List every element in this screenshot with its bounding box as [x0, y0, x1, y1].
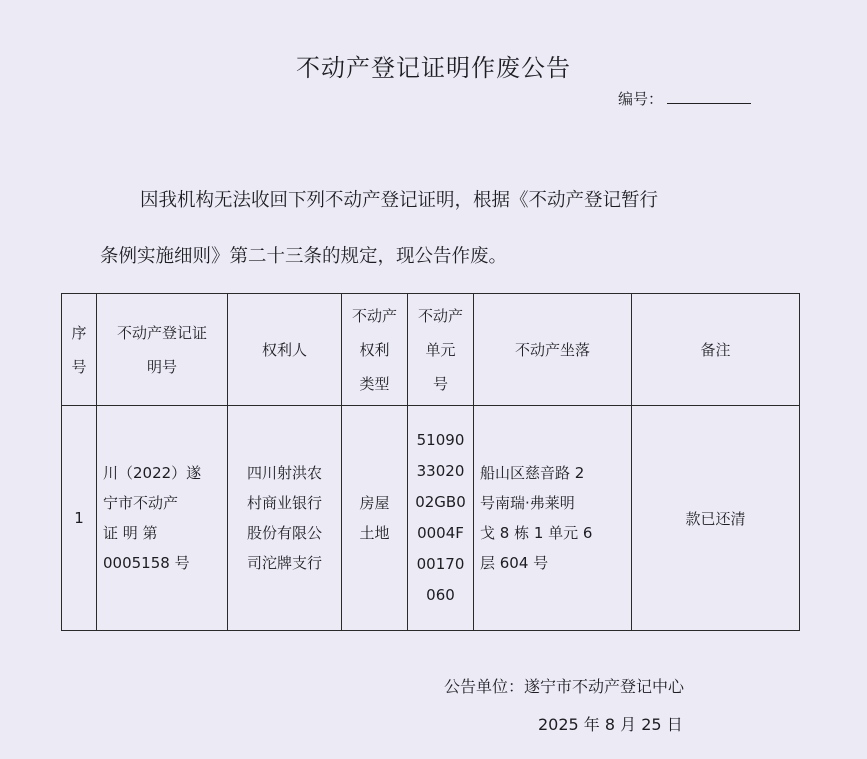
cell-location-line: 船山区慈音路 2	[480, 464, 585, 482]
notice-body-line-2: 条例实施细则》第二十三条的规定，现公告作废。	[100, 246, 508, 267]
cell-cert-no-line: 0005158 号	[103, 554, 190, 572]
header-cert-no	[97, 294, 228, 406]
cell-holder	[228, 406, 342, 631]
header-unit-no-line: 不动产	[417, 306, 463, 325]
cell-location	[474, 406, 632, 631]
table-header-row	[62, 294, 800, 406]
issuing-organization: 公告单位：遂宁市不动产登记中心	[444, 677, 685, 696]
header-unit-no	[408, 294, 474, 406]
header-unit-no-line: 单元	[425, 340, 456, 359]
notice-body	[100, 173, 790, 285]
header-unit-no-line: 号	[432, 374, 448, 393]
cell-seq: 1	[62, 406, 97, 631]
cell-holder-line: 四川射洪农	[246, 464, 322, 482]
header-seq-line: 序	[71, 323, 87, 342]
cell-holder-line: 司沱牌支行	[246, 554, 322, 572]
header-holder: 权利人	[228, 294, 342, 406]
header-seq-line: 号	[71, 357, 87, 376]
cell-location-line: 层 604 号	[480, 554, 549, 572]
voided-certificates-table	[61, 293, 800, 631]
cell-unit-no-line: 00170	[416, 555, 465, 573]
header-seq	[62, 294, 97, 406]
cell-cert-no-line: 证 明 第	[103, 524, 158, 542]
serial-number	[618, 88, 751, 109]
cell-cert-no-line: 宁市不动产	[103, 494, 179, 512]
cell-holder-line: 村商业银行	[246, 494, 322, 512]
cell-unit-no-line: 51090	[416, 431, 465, 449]
cell-unit-no-line: 0004F	[417, 524, 464, 542]
cell-right-type-line: 房屋	[359, 494, 390, 512]
cell-cert-no-line: 川（2022）遂	[103, 464, 202, 482]
table-row	[62, 406, 800, 631]
header-cert-no-line: 不动产登记证	[116, 323, 207, 342]
serial-label: 编号：	[618, 90, 664, 108]
issue-date: 2025 年 8 月 25 日	[538, 715, 683, 734]
page-title: 不动产登记证明作废公告	[296, 54, 571, 82]
cell-unit-no	[408, 406, 474, 631]
cell-unit-no-line: 060	[426, 586, 455, 604]
header-location: 不动产坐落	[474, 294, 632, 406]
serial-blank	[667, 89, 751, 104]
cell-holder-line: 股份有限公	[246, 524, 322, 542]
header-remark: 备注	[632, 294, 800, 406]
header-right-type	[342, 294, 408, 406]
cell-location-line: 戈 8 栋 1 单元 6	[480, 524, 593, 542]
header-cert-no-line: 明号	[146, 357, 177, 376]
header-right-type-line: 类型	[359, 374, 390, 393]
header-right-type-line: 权利	[359, 340, 390, 359]
cell-remark: 款已还清	[632, 406, 800, 631]
cell-unit-no-line: 33020	[416, 462, 465, 480]
cell-location-line: 号南瑞·弗莱明	[480, 494, 575, 512]
cell-cert-no	[97, 406, 228, 631]
notice-body-line-1: 因我机构无法收回下列不动产登记证明，根据《不动产登记暂行	[140, 190, 659, 211]
cell-right-type	[342, 406, 408, 631]
cell-right-type-line: 土地	[359, 524, 390, 542]
cell-unit-no-line: 02GB0	[415, 493, 466, 511]
header-right-type-line: 不动产	[351, 306, 397, 325]
